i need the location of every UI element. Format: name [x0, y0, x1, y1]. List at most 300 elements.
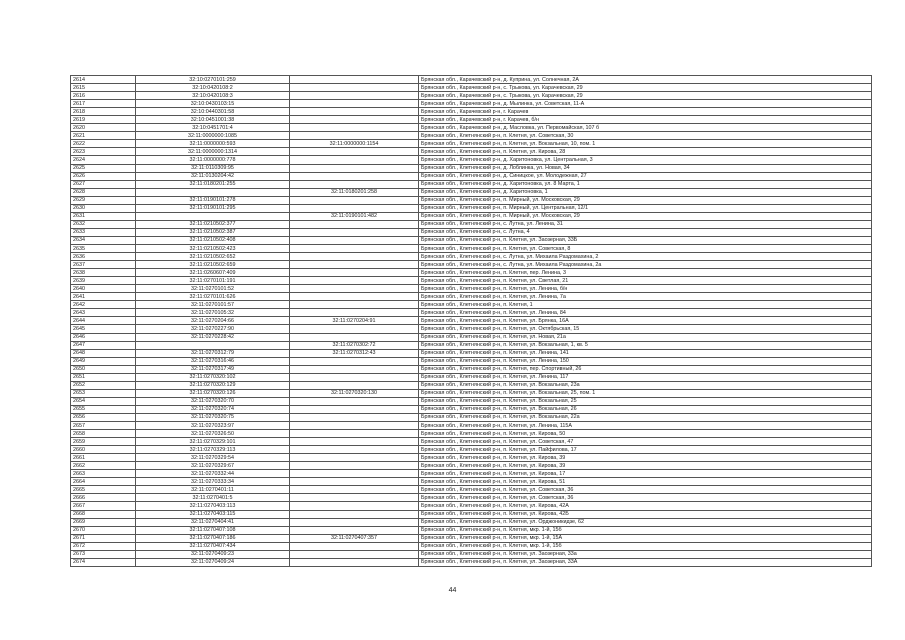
related-cadastral-number-cell [290, 397, 419, 405]
table-row [71, 510, 872, 518]
related-cadastral-number-cell [290, 204, 419, 212]
address-cell: Брянская обл., Клетнянский р-н, п. Клетня, ул. Ленина, 115А [419, 422, 872, 430]
register-table [70, 75, 872, 567]
cadastral-number-cell: 32:10:0430103:15 [136, 100, 290, 108]
related-cadastral-number-cell: 32:11:0270320:130 [290, 389, 419, 397]
row-number-cell: 2632 [71, 220, 136, 228]
address-cell: Брянская обл., Клетнянский р-н, п. Клетня, ул. Заозерная, 33А [419, 558, 872, 566]
row-number-cell: 2628 [71, 188, 136, 196]
row-number-cell: 2652 [71, 381, 136, 389]
table-row [71, 349, 872, 357]
table-row [71, 108, 872, 116]
address-cell: Брянская обл., Клетнянский р-н, п. Клетня, ул. Заозерная, 33а [419, 550, 872, 558]
row-number-cell: 2644 [71, 317, 136, 325]
row-number-cell: 2631 [71, 212, 136, 220]
related-cadastral-number-cell: 32:11:0270302:72 [290, 341, 419, 349]
related-cadastral-number-cell [290, 116, 419, 124]
cadastral-number-cell: 32:11:0270105:32 [136, 309, 290, 317]
related-cadastral-number-cell [290, 124, 419, 132]
row-number-cell: 2653 [71, 389, 136, 397]
address-cell: Брянская обл., Клетнянский р-н, п. Клетня, ул. Заозерная, 33Б [419, 236, 872, 244]
related-cadastral-number-cell [290, 220, 419, 228]
related-cadastral-number-cell [290, 148, 419, 156]
address-cell: Брянская обл., Клетнянский р-н, п. Клетня, ул. Кирова, 39 [419, 462, 872, 470]
related-cadastral-number-cell [290, 462, 419, 470]
address-cell: Брянская обл., Клетнянский р-н, п. Клетня, мкр. 1-й, 15А [419, 534, 872, 542]
related-cadastral-number-cell: 32:11:0270204:91 [290, 317, 419, 325]
table-row [71, 397, 872, 405]
cadastral-number-cell: 32:11:0270101:626 [136, 293, 290, 301]
cadastral-number-cell: 32:11:0000000:1085 [136, 132, 290, 140]
table-row [71, 502, 872, 510]
cadastral-number-cell: 32:11:0270329:101 [136, 438, 290, 446]
table-row [71, 422, 872, 430]
cadastral-number-cell: 32:11:0270407:186 [136, 534, 290, 542]
table-row [71, 341, 872, 349]
cadastral-number-cell: 32:11:0270403:113 [136, 502, 290, 510]
address-cell: Брянская обл., Карачевский р-н, с. Трыкова, ул. Карачевская, 29 [419, 92, 872, 100]
table-row [71, 454, 872, 462]
address-cell: Брянская обл., Клетнянский р-н, п. Клетня, ул. Кирова, 28 [419, 148, 872, 156]
cadastral-number-cell: 32:11:0270329:113 [136, 446, 290, 454]
related-cadastral-number-cell [290, 236, 419, 244]
row-number-cell: 2665 [71, 486, 136, 494]
cadastral-number-cell: 32:11:0210502:408 [136, 236, 290, 244]
row-number-cell: 2622 [71, 140, 136, 148]
row-number-cell: 2645 [71, 325, 136, 333]
related-cadastral-number-cell [290, 164, 419, 172]
cadastral-number-cell: 32:11:0210502:387 [136, 228, 290, 236]
cadastral-number-cell: 32:11:0210502:659 [136, 261, 290, 269]
cadastral-number-cell: 32:11:0270101:191 [136, 277, 290, 285]
row-number-cell: 2662 [71, 462, 136, 470]
related-cadastral-number-cell [290, 309, 419, 317]
table-row [71, 438, 872, 446]
row-number-cell: 2660 [71, 446, 136, 454]
related-cadastral-number-cell [290, 405, 419, 413]
row-number-cell: 2643 [71, 309, 136, 317]
row-number-cell: 2639 [71, 277, 136, 285]
address-cell: Брянская обл., Клетнянский р-н, п. Клетня, ул. Кирова, 42Б [419, 510, 872, 518]
related-cadastral-number-cell [290, 486, 419, 494]
table-row [71, 518, 872, 526]
table-row [71, 76, 872, 84]
related-cadastral-number-cell [290, 373, 419, 381]
table-row [71, 132, 872, 140]
row-number-cell: 2648 [71, 349, 136, 357]
cadastral-number-cell: 32:11:0270333:34 [136, 478, 290, 486]
table-row [71, 236, 872, 244]
related-cadastral-number-cell [290, 228, 419, 236]
address-cell: Брянская обл., Клетнянский р-н, п. Клетня, ул. Вокзальная, 25, пом. 1 [419, 389, 872, 397]
address-cell: Брянская обл., Клетнянский р-н, п. Клетня, ул. Ленина, 7а [419, 293, 872, 301]
related-cadastral-number-cell [290, 132, 419, 140]
related-cadastral-number-cell: 32:11:0000000:1154 [290, 140, 419, 148]
address-cell: Брянская обл., Клетнянский р-н, п. Клетня, ул. Кирова, 42А [419, 502, 872, 510]
cadastral-number-cell: 32:11:0190101:295 [136, 204, 290, 212]
row-number-cell: 2671 [71, 534, 136, 542]
row-number-cell: 2629 [71, 196, 136, 204]
related-cadastral-number-cell [290, 325, 419, 333]
related-cadastral-number-cell [290, 244, 419, 252]
table-row [71, 100, 872, 108]
register-table-body [71, 76, 872, 567]
address-cell: Брянская обл., Клетнянский р-н, п. Клетня, ул. Брянка, 16А [419, 317, 872, 325]
related-cadastral-number-cell [290, 550, 419, 558]
related-cadastral-number-cell [290, 285, 419, 293]
table-row [71, 293, 872, 301]
related-cadastral-number-cell: 32:11:0270407:357 [290, 534, 419, 542]
cadastral-number-cell: 32:11:0270329:67 [136, 462, 290, 470]
related-cadastral-number-cell [290, 108, 419, 116]
row-number-cell: 2630 [71, 204, 136, 212]
cadastral-number-cell: 32:11:0260607:409 [136, 269, 290, 277]
address-cell: Брянская обл., Клетнянский р-н, д. Синицкое, ул. Молодежная, 27 [419, 172, 872, 180]
related-cadastral-number-cell [290, 422, 419, 430]
row-number-cell: 2616 [71, 92, 136, 100]
row-number-cell: 2651 [71, 373, 136, 381]
row-number-cell: 2647 [71, 341, 136, 349]
address-cell: Брянская обл., Клетнянский р-н, п. Клетня, ул. Новая, 21а [419, 333, 872, 341]
row-number-cell: 2640 [71, 285, 136, 293]
row-number-cell: 2634 [71, 236, 136, 244]
table-row [71, 325, 872, 333]
related-cadastral-number-cell [290, 196, 419, 204]
row-number-cell: 2646 [71, 333, 136, 341]
related-cadastral-number-cell [290, 438, 419, 446]
row-number-cell: 2667 [71, 502, 136, 510]
table-row [71, 92, 872, 100]
table-row [71, 84, 872, 92]
table-row [71, 244, 872, 252]
address-cell: Брянская обл., Карачевский р-н, д. Куприна, ул. Солнечная, 2А [419, 76, 872, 84]
cadastral-number-cell: 32:11:0000000:778 [136, 156, 290, 164]
address-cell: Брянская обл., Клетнянский р-н, д. Харитоновка, 1 [419, 188, 872, 196]
table-row [71, 172, 872, 180]
address-cell: Брянская обл., Клетнянский р-н, п. Мирный, ул. Московская, 29 [419, 212, 872, 220]
cadastral-number-cell: 32:11:0210502:377 [136, 220, 290, 228]
cadastral-number-cell: 32:10:0420108:3 [136, 92, 290, 100]
address-cell: Брянская обл., Клетнянский р-н, п. Клетня, ул. Вокзальная, 23а [419, 381, 872, 389]
row-number-cell: 2614 [71, 76, 136, 84]
address-cell: Брянская обл., Клетнянский р-н, д. Харитоновка, ул. 8 Марта, 1 [419, 180, 872, 188]
page-number: 44 [448, 587, 457, 594]
cadastral-number-cell: 32:11:0270101:57 [136, 301, 290, 309]
row-number-cell: 2673 [71, 550, 136, 558]
table-row [71, 180, 872, 188]
row-number-cell: 2620 [71, 124, 136, 132]
related-cadastral-number-cell [290, 357, 419, 365]
cadastral-number-cell: 32:11:0270409:24 [136, 558, 290, 566]
cadastral-number-cell: 32:10:0451701:4 [136, 124, 290, 132]
address-cell: Брянская обл., Клетнянский р-н, п. Клетня, ул. Ленина, 150 [419, 357, 872, 365]
row-number-cell: 2656 [71, 413, 136, 421]
address-cell: Брянская обл., Клетнянский р-н, п. Клетня, ул. Советская, 47 [419, 438, 872, 446]
row-number-cell: 2663 [71, 470, 136, 478]
row-number-cell: 2615 [71, 84, 136, 92]
cadastral-number-cell: 32:11:0270401:5 [136, 494, 290, 502]
row-number-cell: 2659 [71, 438, 136, 446]
address-cell: Брянская обл., Клетнянский р-н, п. Клетня, ул. Советская, 30 [419, 132, 872, 140]
address-cell: Брянская обл., Клетнянский р-н, п. Клетня, ул. Вокзальная, 1, кв. 5 [419, 341, 872, 349]
row-number-cell: 2624 [71, 156, 136, 164]
row-number-cell: 2642 [71, 301, 136, 309]
related-cadastral-number-cell [290, 381, 419, 389]
address-cell: Брянская обл., Клетнянский р-н, с. Лутна, ул. Михаила Раздомахина, 2а [419, 261, 872, 269]
table-row [71, 156, 872, 164]
table-row [71, 333, 872, 341]
table-row [71, 550, 872, 558]
row-number-cell: 2654 [71, 397, 136, 405]
row-number-cell: 2668 [71, 510, 136, 518]
row-number-cell: 2664 [71, 478, 136, 486]
related-cadastral-number-cell [290, 172, 419, 180]
cadastral-number-cell: 32:11:0270320:75 [136, 413, 290, 421]
cadastral-number-cell: 32:11:0270320:129 [136, 381, 290, 389]
cadastral-number-cell: 32:11:0270316:46 [136, 357, 290, 365]
address-cell: Брянская обл., Карачевский р-н, д. Масловка, ул. Первомайская, 107 б [419, 124, 872, 132]
cadastral-number-cell: 32:11:0000000:1314 [136, 148, 290, 156]
cadastral-number-cell: 32:11:0270407:434 [136, 542, 290, 550]
table-row [71, 317, 872, 325]
address-cell: Брянская обл., Клетнянский р-н, п. Клетня, ул. Ленина, 141 [419, 349, 872, 357]
table-row [71, 558, 872, 566]
cadastral-number-cell: 32:11:0210502:423 [136, 244, 290, 252]
cadastral-number-cell: 32:11:0270204:66 [136, 317, 290, 325]
row-number-cell: 2674 [71, 558, 136, 566]
related-cadastral-number-cell [290, 293, 419, 301]
related-cadastral-number-cell [290, 446, 419, 454]
address-cell: Брянская обл., Клетнянский р-н, п. Клетня, ул. Советская, 8 [419, 244, 872, 252]
address-cell: Брянская обл., Клетнянский р-н, п. Клетня, ул. Ленина, 84 [419, 309, 872, 317]
related-cadastral-number-cell: 32:11:0270312:43 [290, 349, 419, 357]
related-cadastral-number-cell [290, 454, 419, 462]
related-cadastral-number-cell [290, 526, 419, 534]
table-row [71, 204, 872, 212]
table-row [71, 389, 872, 397]
address-cell: Брянская обл., Клетнянский р-н, п. Клетня, пер. Ленина, 3 [419, 269, 872, 277]
cadastral-number-cell: 32:10:0440301:58 [136, 108, 290, 116]
table-row [71, 413, 872, 421]
related-cadastral-number-cell [290, 301, 419, 309]
address-cell: Брянская обл., Клетнянский р-н, п. Клетня, ул. Советская, 36 [419, 494, 872, 502]
table-row [71, 148, 872, 156]
table-row [71, 542, 872, 550]
row-number-cell: 2619 [71, 116, 136, 124]
row-number-cell: 2641 [71, 293, 136, 301]
address-cell: Брянская обл., Клетнянский р-н, п. Клетня, пер. Спортивный, 26 [419, 365, 872, 373]
cadastral-number-cell: 32:11:0190101:278 [136, 196, 290, 204]
related-cadastral-number-cell [290, 333, 419, 341]
cadastral-number-cell: 32:11:0110309:95 [136, 164, 290, 172]
address-cell: Брянская обл., Клетнянский р-н, п. Клетня, ул. Кирова, 51 [419, 478, 872, 486]
table-row [71, 196, 872, 204]
related-cadastral-number-cell [290, 100, 419, 108]
address-cell: Брянская обл., Клетнянский р-н, п. Клетня, ул. Светлая, 21 [419, 277, 872, 285]
row-number-cell: 2655 [71, 405, 136, 413]
row-number-cell: 2661 [71, 454, 136, 462]
cadastral-number-cell: 32:11:0270101:52 [136, 285, 290, 293]
address-cell: Брянская обл., Клетнянский р-н, п. Клетня, ул. Советская, 36 [419, 486, 872, 494]
table-row [71, 470, 872, 478]
cadastral-number-cell: 32:11:0210502:652 [136, 253, 290, 261]
cadastral-number-cell: 32:11:0000000:593 [136, 140, 290, 148]
table-row [71, 253, 872, 261]
related-cadastral-number-cell [290, 156, 419, 164]
table-row [71, 140, 872, 148]
table-row [71, 277, 872, 285]
row-number-cell: 2658 [71, 430, 136, 438]
related-cadastral-number-cell [290, 510, 419, 518]
cadastral-number-cell: 32:11:0270320:126 [136, 389, 290, 397]
row-number-cell: 2670 [71, 526, 136, 534]
table-row [71, 220, 872, 228]
table-row [71, 478, 872, 486]
table-row [71, 381, 872, 389]
table-row [71, 309, 872, 317]
cadastral-number-cell: 32:11:0180201:255 [136, 180, 290, 188]
address-cell: Брянская обл., Клетнянский р-н, с. Лутна, ул. Ленина, 31 [419, 220, 872, 228]
related-cadastral-number-cell [290, 365, 419, 373]
cadastral-number-cell: 32:11:0270407:108 [136, 526, 290, 534]
address-cell: Брянская обл., Клетнянский р-н, п. Клетня, ул. Кирова, 17 [419, 470, 872, 478]
cadastral-number-cell: 32:11:0130204:42 [136, 172, 290, 180]
table-row [71, 212, 872, 220]
related-cadastral-number-cell [290, 76, 419, 84]
cadastral-number-cell: 32:11:0270403:115 [136, 510, 290, 518]
table-row [71, 164, 872, 172]
row-number-cell: 2672 [71, 542, 136, 550]
row-number-cell: 2627 [71, 180, 136, 188]
cadastral-number-cell: 32:11:0270320:102 [136, 373, 290, 381]
cadastral-number-cell: 32:11:0270404:41 [136, 518, 290, 526]
table-row [71, 462, 872, 470]
table-row [71, 534, 872, 542]
row-number-cell: 2623 [71, 148, 136, 156]
row-number-cell: 2626 [71, 172, 136, 180]
row-number-cell: 2633 [71, 228, 136, 236]
row-number-cell: 2621 [71, 132, 136, 140]
related-cadastral-number-cell [290, 253, 419, 261]
row-number-cell: 2636 [71, 253, 136, 261]
cadastral-number-cell: 32:11:0270332:44 [136, 470, 290, 478]
related-cadastral-number-cell: 32:11:0180201:258 [290, 188, 419, 196]
address-cell: Брянская обл., Клетнянский р-н, д. Харитоновка, ул. Центральная, 3 [419, 156, 872, 164]
related-cadastral-number-cell [290, 92, 419, 100]
address-cell: Брянская обл., Клетнянский р-н, д. Лоблинка, ул. Новая, 34 [419, 164, 872, 172]
related-cadastral-number-cell [290, 430, 419, 438]
related-cadastral-number-cell [290, 494, 419, 502]
cadastral-number-cell: 32:10:0420108:2 [136, 84, 290, 92]
address-cell: Брянская обл., Клетнянский р-н, п. Клетня, 1 [419, 301, 872, 309]
row-number-cell: 2666 [71, 494, 136, 502]
table-row [71, 494, 872, 502]
row-number-cell: 2669 [71, 518, 136, 526]
cadastral-number-cell [136, 188, 290, 196]
table-row [71, 365, 872, 373]
address-cell: Брянская обл., Карачевский р-н, д. Мылинка, ул. Советская, 11-А [419, 100, 872, 108]
address-cell: Брянская обл., Клетнянский р-н, п. Клетня, ул. Орджоникидзе, 62 [419, 518, 872, 526]
table-row [71, 405, 872, 413]
related-cadastral-number-cell [290, 180, 419, 188]
table-row [71, 373, 872, 381]
related-cadastral-number-cell [290, 261, 419, 269]
table-row [71, 301, 872, 309]
related-cadastral-number-cell [290, 269, 419, 277]
related-cadastral-number-cell [290, 542, 419, 550]
address-cell: Брянская обл., Клетнянский р-н, п. Клетня, ул. Вокзальная, 10, пом. 1 [419, 140, 872, 148]
address-cell: Брянская обл., Клетнянский р-н, п. Клетня, ул. Вокзальная, 25 [419, 397, 872, 405]
table-row [71, 486, 872, 494]
address-cell: Брянская обл., Клетнянский р-н, п. Клетня, ул. Ленина, б/н [419, 285, 872, 293]
address-cell: Брянская обл., Клетнянский р-н, п. Мирный, ул. Центральная, 12/1 [419, 204, 872, 212]
cadastral-number-cell: 32:10:0270101:259 [136, 76, 290, 84]
address-cell: Брянская обл., Клетнянский р-н, п. Клетня, ул. Вокзальная, 22а [419, 413, 872, 421]
related-cadastral-number-cell [290, 470, 419, 478]
table-row [71, 124, 872, 132]
table-row [71, 357, 872, 365]
address-cell: Брянская обл., Клетнянский р-н, п. Клетня, ул. Кирова, 39 [419, 454, 872, 462]
related-cadastral-number-cell [290, 478, 419, 486]
related-cadastral-number-cell: 32:11:0190101:482 [290, 212, 419, 220]
row-number-cell: 2618 [71, 108, 136, 116]
cadastral-number-cell: 32:11:0270329:54 [136, 454, 290, 462]
address-cell: Брянская обл., Клетнянский р-н, п. Клетня, мкр. 1-й, 15б [419, 526, 872, 534]
cadastral-number-cell: 32:11:0270326:50 [136, 430, 290, 438]
table-row [71, 269, 872, 277]
table-row [71, 188, 872, 196]
table-row [71, 430, 872, 438]
related-cadastral-number-cell [290, 558, 419, 566]
table-row [71, 261, 872, 269]
related-cadastral-number-cell [290, 277, 419, 285]
row-number-cell: 2625 [71, 164, 136, 172]
related-cadastral-number-cell [290, 518, 419, 526]
cadastral-number-cell: 32:11:0270401:11 [136, 486, 290, 494]
related-cadastral-number-cell [290, 84, 419, 92]
address-cell: Брянская обл., Клетнянский р-н, п. Клетня, ул. Пайфилова, 17 [419, 446, 872, 454]
table-row [71, 285, 872, 293]
row-number-cell: 2617 [71, 100, 136, 108]
row-number-cell: 2657 [71, 422, 136, 430]
address-cell: Брянская обл., Карачевский р-н, г. Карачев [419, 108, 872, 116]
row-number-cell: 2650 [71, 365, 136, 373]
cadastral-number-cell: 32:11:0270323:97 [136, 422, 290, 430]
row-number-cell: 2638 [71, 269, 136, 277]
table-row [71, 446, 872, 454]
cadastral-number-cell: 32:11:0270312:79 [136, 349, 290, 357]
cadastral-number-cell: 32:11:0270317:49 [136, 365, 290, 373]
related-cadastral-number-cell [290, 502, 419, 510]
row-number-cell: 2637 [71, 261, 136, 269]
address-cell: Брянская обл., Карачевский р-н, г. Карачев, б/н [419, 116, 872, 124]
address-cell: Брянская обл., Клетнянский р-н, с. Лутна, ул. Михаила Раздомахина, 2 [419, 253, 872, 261]
cadastral-number-cell: 32:11:0270227:90 [136, 325, 290, 333]
row-number-cell: 2635 [71, 244, 136, 252]
address-cell: Брянская обл., Клетнянский р-н, п. Клетня, мкр. 1-й, 15б [419, 542, 872, 550]
cadastral-number-cell: 32:11:0270228:42 [136, 333, 290, 341]
table-row [71, 116, 872, 124]
cadastral-number-cell: 32:10:0451001:38 [136, 116, 290, 124]
related-cadastral-number-cell [290, 413, 419, 421]
address-cell: Брянская обл., Клетнянский р-н, п. Мирный, ул. Московская, 29 [419, 196, 872, 204]
cadastral-number-cell [136, 212, 290, 220]
address-cell: Брянская обл., Клетнянский р-н, п. Клетня, ул. Октябрьская, 15 [419, 325, 872, 333]
address-cell: Брянская обл., Карачевский р-н, с. Трыкова, ул. Карачевская, 29 [419, 84, 872, 92]
address-cell: Брянская обл., Клетнянский р-н, п. Клетня, ул. Вокзальная, 26 [419, 405, 872, 413]
cadastral-number-cell [136, 341, 290, 349]
address-cell: Брянская обл., Клетнянский р-н, п. Клетня, ул. Кирова, 50 [419, 430, 872, 438]
